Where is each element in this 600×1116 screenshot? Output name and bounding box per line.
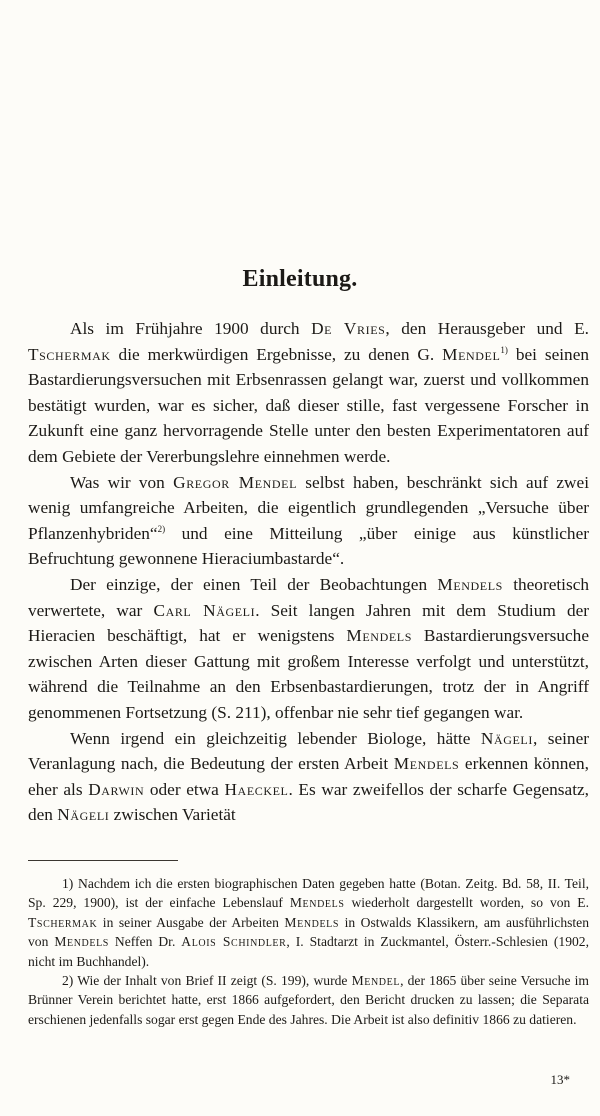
name-small-caps: Carl Nägeli	[153, 600, 256, 620]
paragraph	[28, 470, 589, 572]
text-run: in Ostwalds Klassikern, am ausführlichsten von	[28, 914, 590, 950]
text-run: Als im Frühjahre 1900 durch	[70, 319, 312, 338]
text-run: theoretisch verwertete, war	[28, 574, 590, 620]
name-small-caps: Mendels	[284, 914, 340, 930]
footnote	[28, 874, 589, 971]
name-small-caps: Mendel	[442, 344, 501, 364]
name-small-caps: Mendels	[289, 895, 345, 911]
text-run: oder etwa	[144, 779, 225, 799]
text-run: bei seinen Bastardierungsversuchen mit Erbsenrassen gelangt war, zuerst und vollkommen bestätigt wurden, war es sicher, daß dieser stille, fast vergessene Forscher in Zukunft eine ganz hervorragende Stelle unter den besten Experimentatoren auf dem Gebiete der Vererbungslehre einnehmen werde.	[28, 344, 590, 466]
footnotes	[28, 874, 589, 1029]
text-run: . Seit langen Jahren mit dem Studium der Hieracien beschäftigt, hat er wenigstens	[28, 600, 590, 646]
text-run: Neffen Dr.	[108, 934, 182, 950]
sheet-signature: 13*	[550, 1072, 570, 1087]
name-small-caps: Mendel	[351, 973, 401, 989]
paragraph	[28, 572, 589, 726]
name-small-caps: Mendels	[437, 574, 503, 594]
text-run: wiederholt dargestellt worden, so von E.	[344, 895, 589, 911]
name-small-caps: Mendels	[54, 934, 109, 950]
name-small-caps: Mendels	[346, 626, 412, 646]
footnote-ref: 2)	[157, 523, 166, 534]
text-run: zwischen Varietät	[109, 805, 236, 825]
name-small-caps: De Vries	[311, 319, 386, 338]
name-small-caps: Gregor Mendel	[173, 472, 298, 492]
name-small-caps: Darwin	[88, 779, 145, 799]
text-run: erkennen können, eher als	[28, 754, 589, 799]
text-run: , I. Stadtarzt in Zuckmantel, Österr.-Schlesien (1902, nicht im Buchhandel).	[28, 934, 589, 969]
paragraph	[28, 726, 589, 828]
text-run: Der einzige, der einen Teil der Beobachtungen	[70, 574, 438, 594]
text-run: 1) Nachdem ich die ersten biographischen Daten gegeben hatte (Botan. Zeitg. Bd. 58, II. Teil, Sp. 229, 1900), ist der einfache Lebenslauf	[28, 876, 589, 911]
name-small-caps: Nägeli	[480, 728, 533, 748]
chapter-title: Einleitung.	[242, 266, 358, 292]
text-run: in seiner Ausgabe der Arbeiten	[97, 914, 285, 930]
main-text	[28, 316, 589, 828]
footnote	[28, 971, 589, 1029]
text-run: 2) Wie der Inhalt von Brief II zeigt (S. 199), wurde	[62, 973, 352, 989]
name-small-caps: Mendels	[393, 754, 460, 774]
text-run: die merkwürdigen Ergebnisse, zu denen G.	[110, 344, 443, 364]
text-run: Wenn irgend ein gleichzeitig lebender Biologe, hätte	[70, 728, 481, 748]
paragraph	[28, 316, 589, 470]
name-small-caps: Alois Schindler	[181, 934, 287, 950]
text-run: , den Herausgeber und E.	[385, 319, 589, 338]
text-run: selbst haben, beschränkt sich auf zwei wenig umfangreiche Arbeiten, die eigentlich grundlegenden „Versuche über Pflanzenhybriden“	[28, 472, 589, 543]
text-run: und eine Mitteilung „über einige aus künstlicher Befruchtung gewonnene Hieraciumbastarde“.	[28, 523, 589, 569]
text-run: . Es war zweifellos der scharfe Gegensatz, den	[28, 779, 589, 825]
name-small-caps: Haeckel	[224, 779, 289, 799]
name-small-caps: Tschermak	[28, 344, 111, 364]
text-run: Was wir von	[70, 472, 174, 492]
name-small-caps: Tschermak	[28, 914, 98, 930]
text-run: , seiner Veranlagung nach, die Bedeutung der ersten Arbeit	[28, 728, 589, 774]
footnote-ref: 1)	[500, 344, 508, 355]
text-run: , der 1865 über seine Versuche im Brünner Verein berichtet hatte, erst 1866 aufgefordert, den Bericht drucken zu lassen; die Separata erschienen jedenfalls sogar erst gegen Ende des Jahres. Die Arbeit ist also definitiv 1866 zu datieren.	[28, 973, 589, 1027]
text-run: Bastardierungsversuche zwischen Arten dieser Gattung mit großem Interesse verfolgt und unterstützt, während die Teilnahme an den Erbsenbastardierungen, trotz der in Angriff genommenen Fortsetzung (S. 211), offenbar nie sehr tief gegangen war.	[28, 626, 589, 722]
footnote-divider	[28, 860, 178, 861]
name-small-caps: Nägeli	[57, 805, 110, 825]
